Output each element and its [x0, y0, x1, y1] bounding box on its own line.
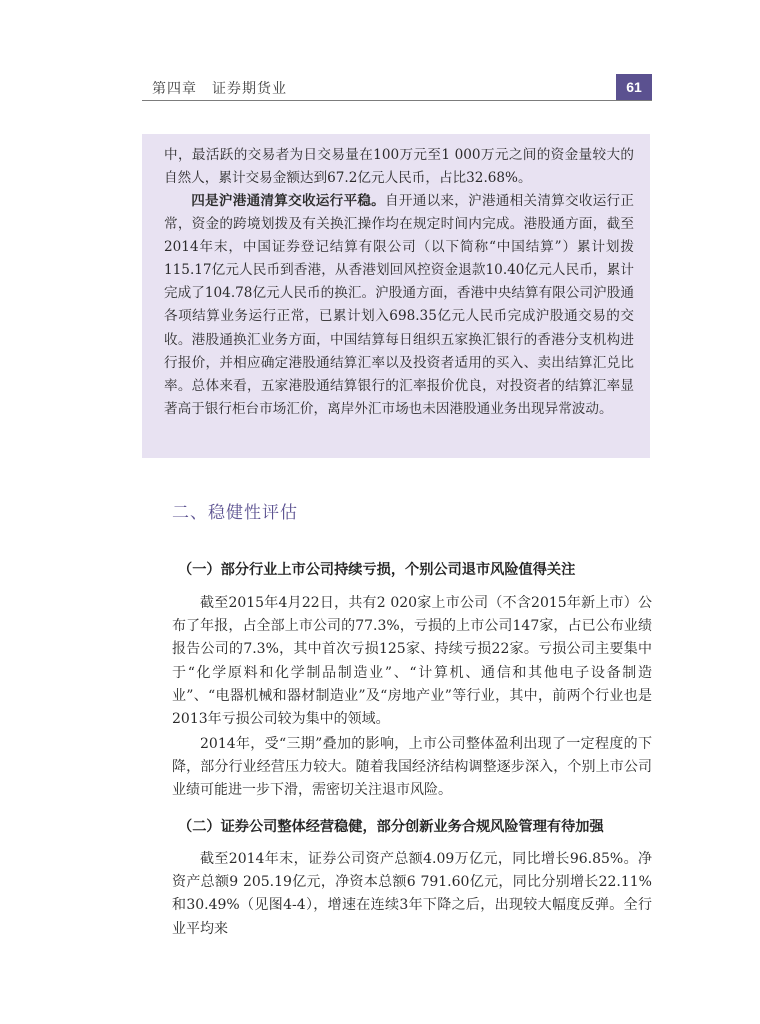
highlight-box	[142, 134, 650, 458]
body-paragraph-1: 截至2015年4月22日，共有2 020家上市公司（不含2015年新上市）公布了年报，占全部上市公司的77.3%，亏损的上市公司147家，占已公布业绩报告公司的7.3%，其中首次亏损125家、持续亏损22家。亏损公司主要集中于“化学原料和化学制品制造业”、“计算机、通信和其他电子设备制造业”、“电器机械和器材制造业”及“房地产业”等行业，其中，前两个行业也是2013年亏损公司较为集中的领域。	[172, 595, 652, 728]
body-paragraph-2: 2014年，受“三期”叠加的影响，上市公司整体盈利出现了一定程度的下降，部分行业经营压力较大。随着我国经济结构调整逐步深入，个别上市公司业绩可能进一步下滑，需密切关注退市风险。	[172, 736, 652, 799]
box-paragraph-2-text: 自开通以来，沪港通相关清算交收运行正常，资金的跨境划拨及有关换汇操作均在规定时间内完成。港股通方面，截至2014年末，中国证券登记结算有限公司（以下简称“中国结算”）累计划拨115.17亿元人民币到香港，从香港划回风控资金退款10.40亿元人民币，累计完成了104.78亿元人民币的换汇。沪股通方面，香港中央结算有限公司沪股通各项结算业务运行正常，已累计划入698.35亿元人民币完成沪股通交易的交收。港股通换汇业务方面，中国结算每日组织五家换汇银行的香港分支机构进行报价，并相应确定港股通结算汇率以及投资者适用的买入、卖出结算汇兑比率。总体来看，五家港股通结算银行的汇率报价优良，对投资者的结算汇率显著高于银行柜台市场汇价，离岸外汇市场也未因港股通业务出现异常波动。	[164, 193, 635, 417]
page-number: 61	[616, 74, 652, 100]
chapter-title: 第四章 证券期货业	[152, 81, 287, 97]
box-paragraph-2-lead: 四是沪港通清算交收运行平稳。	[191, 193, 386, 209]
section-title: 二、稳健性评估	[172, 503, 298, 523]
running-header	[142, 74, 652, 102]
box-paragraph-2	[164, 190, 634, 421]
header-divider	[142, 100, 652, 101]
subsection-heading-2: （二）证券公司整体经营稳健，部分创新业务合规风险管理有待加强	[178, 819, 604, 835]
body-paragraph-3: 截至2014年末，证券公司资产总额4.09万亿元，同比增长96.85%。净资产总额9 205.19亿元，净资本总额6 791.60亿元，同比分别增长22.11%和30.49%（见图4-4），增速在连续3年下降之后，出现较大幅度反弹。全行业平均来	[172, 851, 652, 937]
subsection-heading-1: （一）部分行业上市公司持续亏损，个别公司退市风险值得关注	[178, 562, 576, 578]
box-paragraph-1: 中，最活跃的交易者为日交易量在100万元至1 000万元之间的资金量较大的自然人，累计交易金额达到67.2亿元人民币，占比32.68%。	[164, 147, 634, 187]
